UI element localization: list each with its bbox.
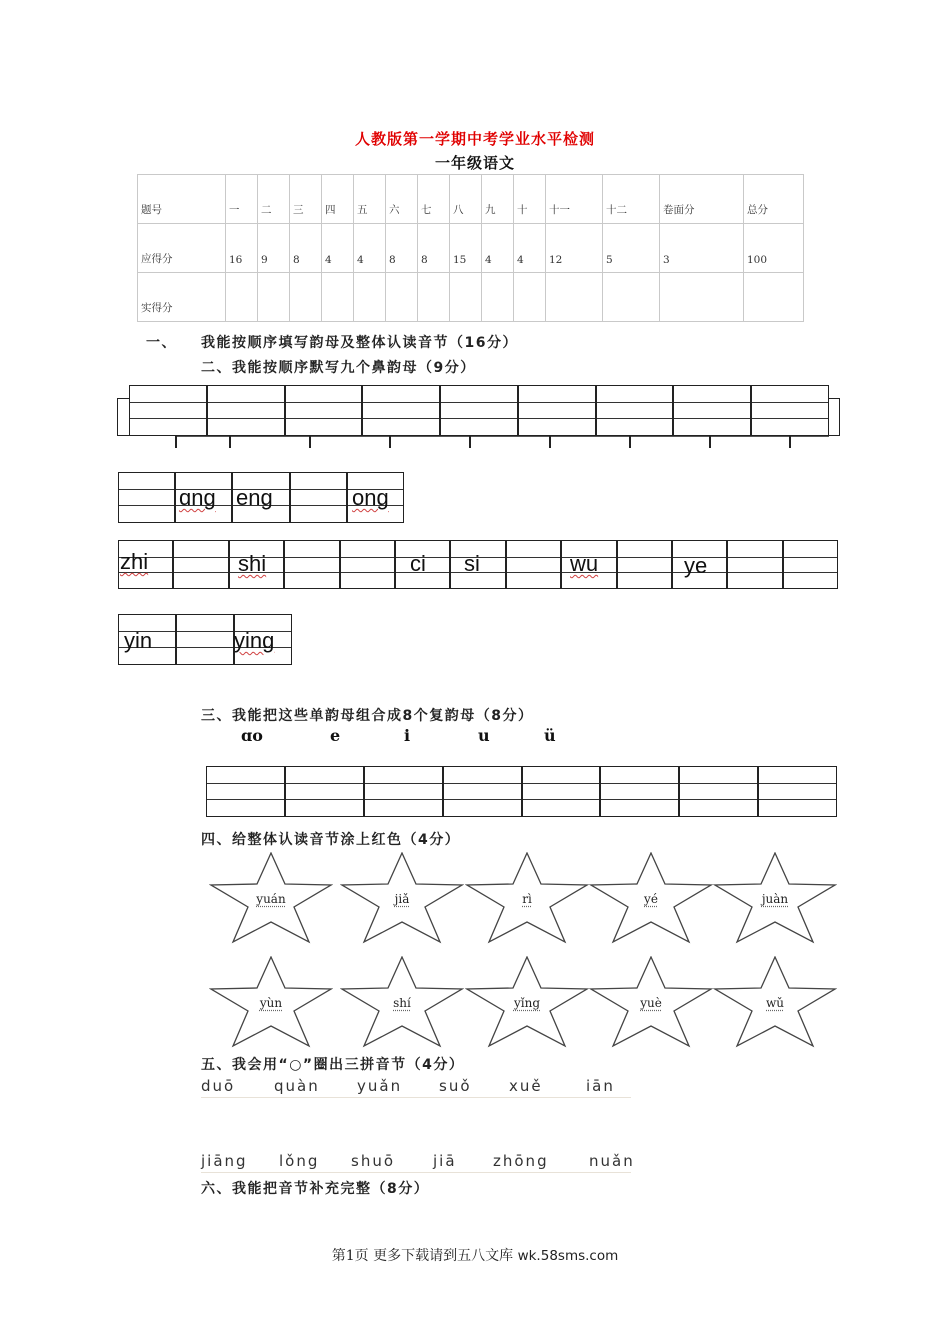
score-actual-cell[interactable]: [290, 273, 322, 322]
syllable-shi: shi: [238, 551, 267, 576]
syllable-ci: ci: [410, 551, 426, 576]
document-subtitle: 一年级语文: [434, 154, 515, 172]
score-actual-cell[interactable]: [482, 273, 514, 322]
star-label: shí: [393, 996, 411, 1010]
vowel-e: e: [330, 726, 341, 745]
vowel-u-umlaut: ü: [544, 726, 556, 745]
footer-page-number: 1: [345, 1248, 355, 1264]
star-label: juàn: [761, 892, 789, 906]
score-points-cell: 4: [482, 224, 514, 273]
score-actual-cell[interactable]: [514, 273, 546, 322]
score-points-cell: 100: [744, 224, 804, 273]
syllable-item[interactable]: jiāng: [201, 1152, 248, 1170]
score-actual-cell[interactable]: [386, 273, 418, 322]
section-1-title: 我能按顺序填写韵母及整体认读音节（16分）: [201, 335, 518, 351]
score-actual-cell[interactable]: [322, 273, 354, 322]
score-points-cell: 8: [386, 224, 418, 273]
star-juan[interactable]: [713, 852, 837, 944]
document-title: 人教版第一学期中考学业水平检测: [354, 130, 595, 148]
section-2-title: 二、我能按顺序默写九个鼻韵母（9分）: [201, 360, 476, 376]
footer-prefix: 第: [331, 1248, 346, 1264]
syllable-ying: ying: [234, 628, 275, 653]
score-points-cell: 5: [603, 224, 660, 273]
syllable-si: si: [464, 551, 480, 576]
score-actual-cell[interactable]: [226, 273, 258, 322]
star-label: jiǎ: [394, 892, 410, 906]
vowel-u: u: [478, 726, 490, 745]
score-header-cell: 九: [482, 175, 514, 224]
score-actual-cell[interactable]: [354, 273, 386, 322]
star-label: yùn: [259, 996, 283, 1010]
score-header-cell: 一: [226, 175, 258, 224]
syllable-item[interactable]: nuǎn: [589, 1152, 635, 1170]
section-3-title: 三、我能把这些单韵母组合成8个复韵母（8分）: [201, 708, 534, 724]
score-header-row: [138, 175, 804, 224]
score-header-cell: 二: [258, 175, 290, 224]
vowel-i: i: [404, 726, 411, 745]
section-4-title: 四、给整体认读音节涂上红色（4分）: [201, 832, 461, 848]
score-header-cell: 十: [514, 175, 546, 224]
score-header-cell: 三: [290, 175, 322, 224]
star-label: rì: [522, 892, 532, 906]
section-6-title: 六、我能把音节补充完整（8分）: [201, 1181, 430, 1197]
score-header-cell: 总分: [744, 175, 804, 224]
syllable-item[interactable]: quàn: [274, 1077, 320, 1095]
syllable-zhi: zhi: [120, 549, 149, 574]
score-actual-cell[interactable]: [603, 273, 660, 322]
star-ye[interactable]: [589, 852, 713, 944]
star-label: yuè: [640, 996, 662, 1010]
star-shi[interactable]: [340, 956, 464, 1048]
score-actual-cell: 实得分: [138, 273, 226, 322]
syllable-ong: ong: [352, 485, 389, 510]
score-header-cell: 六: [386, 175, 418, 224]
score-points-cell: 9: [258, 224, 290, 273]
score-points-cell: 4: [514, 224, 546, 273]
grid-bracket-right: [828, 398, 840, 436]
syllable-item[interactable]: zhōng: [493, 1152, 549, 1170]
syllable-item[interactable]: jiā: [433, 1152, 457, 1170]
star-label: yé: [644, 892, 658, 906]
star-ri[interactable]: [465, 852, 589, 944]
score-actual-cell[interactable]: [744, 273, 804, 322]
syllable-item[interactable]: suǒ: [439, 1077, 472, 1095]
footer-site-link[interactable]: wk.58sms.com: [517, 1248, 619, 1264]
score-points-cell: 8: [418, 224, 450, 273]
score-actual-cell[interactable]: [418, 273, 450, 322]
grid-base-ticks: [175, 436, 829, 450]
score-points-cell: 应得分: [138, 224, 226, 273]
syllable-yin: yin: [124, 628, 153, 653]
score-actual-row: [138, 273, 804, 322]
star-label: wǔ: [766, 996, 784, 1010]
syllable-item[interactable]: duō: [201, 1077, 236, 1095]
section-5-title: 五、我会用“○”圈出三拼音节（4分）: [201, 1057, 465, 1073]
score-actual-cell[interactable]: [258, 273, 290, 322]
star-yue[interactable]: [589, 956, 713, 1048]
star-label: yǐng: [513, 996, 541, 1010]
syllable-row-2-underline: [201, 1172, 631, 1173]
syllable-item[interactable]: yuǎn: [357, 1077, 403, 1095]
score-header-cell: 四: [322, 175, 354, 224]
footer-text: 页 更多下载请到五八文库: [354, 1248, 518, 1264]
star-label: yuán: [256, 892, 286, 906]
vowel-ao: ɑo: [241, 726, 263, 745]
compound-finals-grid[interactable]: [206, 766, 837, 817]
score-points-cell: 4: [322, 224, 354, 273]
star-yun[interactable]: [209, 956, 333, 1048]
score-points-cell: 15: [450, 224, 482, 273]
syllable-item[interactable]: iān: [586, 1077, 615, 1095]
section-1-number: 一、: [146, 335, 177, 351]
score-header-cell: 题号: [138, 175, 226, 224]
score-points-cell: 3: [660, 224, 744, 273]
score-points-row: [138, 224, 804, 273]
star-jia[interactable]: [340, 852, 464, 944]
syllable-row-1-underline: [201, 1097, 631, 1098]
nasal-finals-grid[interactable]: [129, 385, 829, 436]
star-wu[interactable]: [713, 956, 837, 1048]
star-yuan[interactable]: [209, 852, 333, 944]
grid-bracket-left: [117, 398, 129, 436]
score-points-cell: 12: [546, 224, 603, 273]
syllable-ang: ɑng: [179, 485, 216, 510]
score-header-cell: 五: [354, 175, 386, 224]
score-points-cell: 16: [226, 224, 258, 273]
score-actual-cell[interactable]: [450, 273, 482, 322]
score-header-cell: 十二: [603, 175, 660, 224]
score-header-cell: 十一: [546, 175, 603, 224]
score-header-cell: 卷面分: [660, 175, 744, 224]
syllable-item[interactable]: shuō: [351, 1152, 396, 1170]
page-footer: [0, 1245, 950, 1265]
score-points-cell: 4: [354, 224, 386, 273]
score-actual-cell[interactable]: [660, 273, 744, 322]
syllable-item[interactable]: lǒng: [279, 1152, 320, 1170]
score-header-cell: 七: [418, 175, 450, 224]
score-actual-cell[interactable]: [546, 273, 603, 322]
score-points-cell: 8: [290, 224, 322, 273]
syllable-ye: ye: [684, 553, 708, 578]
syllable-wu: wu: [570, 551, 599, 576]
score-header-cell: 八: [450, 175, 482, 224]
syllable-eng: eng: [236, 485, 273, 510]
syllable-item[interactable]: xuě: [509, 1077, 543, 1095]
score-table: [137, 174, 804, 322]
star-ying[interactable]: [465, 956, 589, 1048]
